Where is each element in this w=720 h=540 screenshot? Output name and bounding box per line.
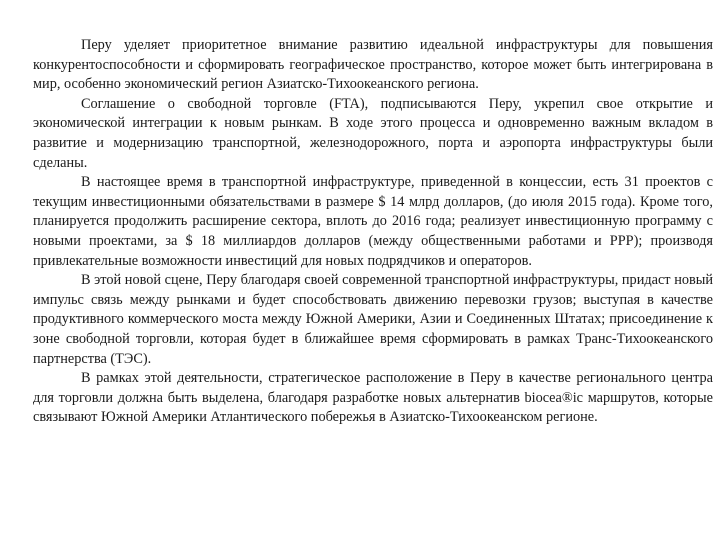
paragraph-strategic-location: В рамках этой деятельности, стратегическое расположение в Перу в качестве регионального центра для торговли должна быть выделена, благодаря разработке новых альтернатив biocea®ic маршрутов, которые связывают Южной Америки Атлантического побережья в Азиатско-Тихоокеанском регионе. bbox=[33, 370, 713, 426]
document-body bbox=[33, 36, 713, 428]
paragraph-concession-projects: В настоящее время в транспортной инфраструктуре, приведенной в концессии, есть 31 проектов с текущим инвестиционными обязательствами в размере $ 14 млрд долларов, (до июля 2015 года). Кроме того, планируется продолжить расширение сектора, вплоть до 2016 года; реализует инвестиционную программу с новыми проектами, за $ 18 миллиардов долларов (между общественными работами и PPP); производя привлекательные возможности инвестиций для новых подрядчиков и операторов. bbox=[33, 174, 713, 269]
paragraph-free-trade-agreement: Соглашение о свободной торговле (FTA), подписываются Перу, укрепил свое открытие и экономической интеграции к новым рынкам. В ходе этого процесса и одновременно важным вкладом в развитие и модернизацию транспортной, железнодорожного, порта и аэропорта инфраструктуры были сделаны. bbox=[33, 95, 713, 171]
paragraph-infrastructure-priority: Перу уделяет приоритетное внимание развитию идеальной инфраструктуры для повышения конкурентоспособности и сформировать географическое пространство, которое может быть интегрирована в мир, особенно экономический регион Азиатско-Тихоокеанского региона. bbox=[33, 37, 713, 93]
paragraph-new-scene: В этой новой сцене, Перу благодаря своей современной транспортной инфраструктуры, придаст новый импульс связь между рынками и будет способствовать движению перевозки грузов; выступая в качестве продуктивного коммерческого моста между Южной Америки, Азии и Соединенных Штатах; присоединение к зоне свободной торговли, которая будет в ближайшее время сформировать в рамках Транс-Тихоокеанского партнерства (ТЭС). bbox=[33, 272, 713, 367]
